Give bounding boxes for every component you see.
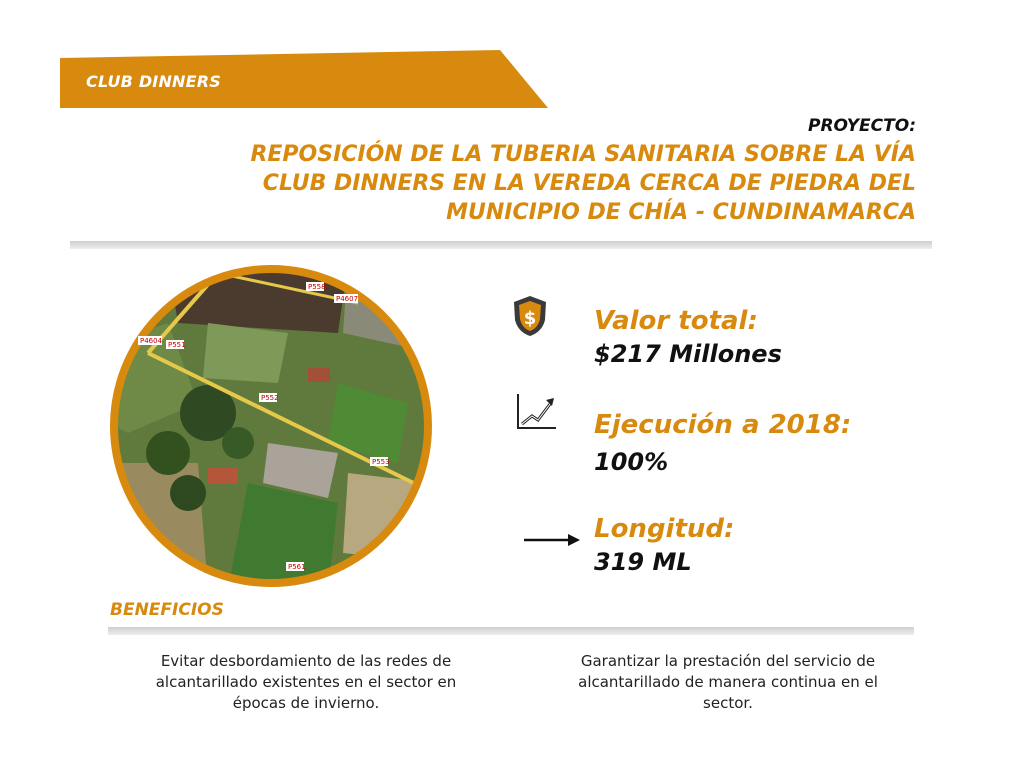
aerial-map-image [108,263,434,589]
map-label: P4607 [336,295,359,303]
map-label: P551 [168,341,186,349]
arrow-right-icon [524,532,580,551]
stat-value-valor: $217 Millones [594,340,782,368]
stat-value-ejecucion: 100% [594,448,669,476]
money-shield-icon [512,294,548,342]
project-title-line: REPOSICIÓN DE LA TUBERIA SANITARIA SOBRE LA VÍA [250,142,916,167]
benefits-divider [108,627,914,635]
stat-label-ejecucion: Ejecución a 2018: [594,410,852,440]
project-title-line: MUNICIPIO DE CHÍA - CUNDINAMARCA [446,200,916,225]
stat-label-longitud: Longitud: [594,514,735,544]
banner-title: CLUB DINNERS [86,72,222,91]
svg-text:$: $ [523,308,537,329]
stat-label-valor: Valor total: [594,306,758,336]
map-label: P552 [261,394,279,402]
benefits-label: BENEFICIOS [110,600,224,620]
top-divider [70,241,932,249]
map-label: P558 [308,283,326,291]
benefit-item: Evitar desbordamiento de las redes de alcantarillado existentes en el sector en épocas de invierno. [155,652,457,712]
project-title [196,140,916,227]
map-label: P553 [372,458,390,466]
benefit-item: Garantizar la prestación del servicio de alcantarillado de manera continua en el sector. [578,652,878,712]
map-label: P4604 [140,337,163,345]
stat-value-longitud: 319 ML [594,548,692,576]
project-label: PROYECTO: [807,116,916,136]
map-label: P561 [288,563,306,571]
project-title-line: CLUB DINNERS EN LA VEREDA CERCA DE PIEDRA DEL [262,171,916,196]
growth-chart-icon [516,394,556,434]
